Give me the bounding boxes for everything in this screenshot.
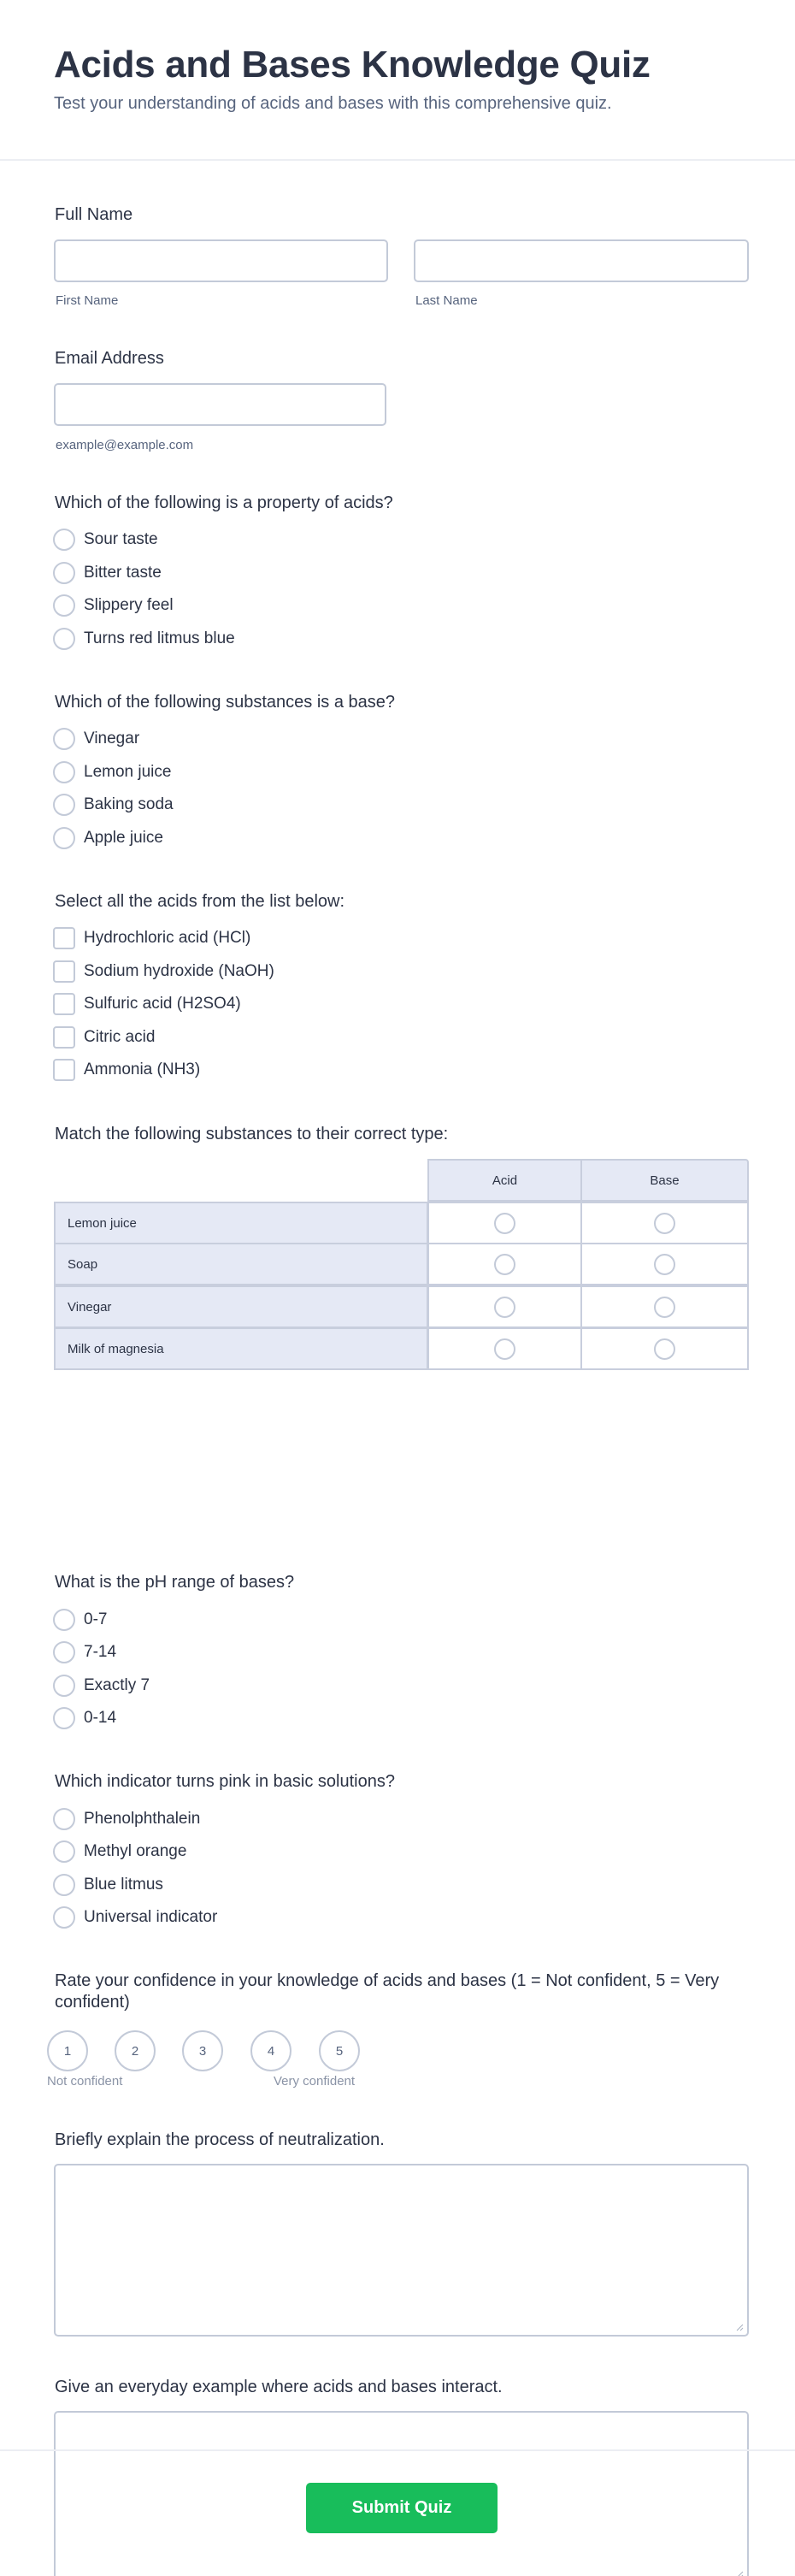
option-label: Citric acid [84, 1028, 156, 1046]
radio-button[interactable] [53, 794, 75, 816]
form-title: Acids and Bases Knowledge Quiz [54, 44, 651, 86]
option-label: Baking soda [84, 795, 174, 813]
radio-button[interactable] [53, 1609, 75, 1631]
radio-button[interactable] [654, 1297, 675, 1318]
option-label: Exactly 7 [84, 1676, 150, 1694]
rating-option-2[interactable]: 2 [115, 2030, 156, 2071]
radio-button[interactable] [494, 1297, 515, 1318]
radio-button[interactable] [53, 1840, 75, 1863]
matrix-cell[interactable] [580, 1202, 749, 1244]
q3-label: Select all the acids from the list below: [55, 892, 345, 911]
resize-grip-icon[interactable] [735, 2323, 744, 2331]
option-label: Vinegar [84, 730, 140, 747]
email-input[interactable] [54, 383, 386, 426]
radio-button[interactable] [53, 594, 75, 617]
option-label: Universal indicator [84, 1908, 218, 1926]
q6-option[interactable] [53, 1806, 200, 1832]
q5-option[interactable] [53, 1607, 107, 1633]
footer-divider [0, 2449, 795, 2451]
option-label: Lemon juice [84, 763, 172, 781]
q1-label: Which of the following is a property of acids? [55, 493, 393, 512]
matrix-row-label: Vinegar [54, 1285, 428, 1328]
matrix-cell[interactable] [427, 1243, 582, 1285]
radio-button[interactable] [53, 827, 75, 849]
q6-option[interactable] [53, 1839, 186, 1864]
last-name-sublabel: Last Name [415, 293, 478, 308]
q3-option[interactable] [53, 959, 274, 984]
matrix-column-header: Base [580, 1159, 749, 1202]
matrix-label: Match the following substances to their correct type: [55, 1125, 449, 1143]
option-label: Hydrochloric acid (HCl) [84, 929, 251, 947]
q5-option[interactable] [53, 1673, 150, 1699]
full-name-label: Full Name [55, 205, 133, 224]
matrix-row-label: Milk of magnesia [54, 1327, 428, 1370]
option-label: Sour taste [84, 530, 158, 548]
radio-button[interactable] [654, 1254, 675, 1275]
radio-button[interactable] [53, 1641, 75, 1663]
option-label: Slippery feel [84, 596, 174, 614]
q2-option[interactable] [53, 726, 139, 752]
q9-label: Give an everyday example where acids and bases interact. [55, 2378, 503, 2396]
rating-option-5[interactable]: 5 [319, 2030, 360, 2071]
radio-button[interactable] [494, 1338, 515, 1360]
option-label: Methyl orange [84, 1842, 187, 1860]
q6-label: Which indicator turns pink in basic solutions? [55, 1772, 395, 1791]
form-subtitle: Test your understanding of acids and bases with this comprehensive quiz. [54, 94, 612, 114]
email-label: Email Address [55, 349, 164, 368]
radio-button[interactable] [53, 628, 75, 650]
q2-option[interactable] [53, 825, 163, 851]
q1-option[interactable] [53, 593, 174, 618]
first-name-sublabel: First Name [56, 293, 119, 308]
submit-button[interactable]: Submit Quiz [306, 2483, 498, 2533]
matrix-cell[interactable] [427, 1285, 582, 1328]
q3-option[interactable] [53, 1025, 155, 1050]
q5-option[interactable] [53, 1705, 116, 1731]
last-name-input[interactable] [414, 239, 749, 282]
checkbox[interactable] [53, 1026, 75, 1049]
matrix-cell[interactable] [427, 1202, 582, 1244]
matrix-cell[interactable] [580, 1243, 749, 1285]
q3-option[interactable] [53, 991, 241, 1017]
rating-low-label: Not confident [47, 2074, 123, 2089]
q5-label: What is the pH range of bases? [55, 1573, 295, 1592]
option-label: Apple juice [84, 829, 163, 847]
checkbox[interactable] [53, 993, 75, 1015]
option-label: 0-14 [84, 1709, 117, 1727]
q1-option[interactable] [53, 626, 235, 652]
matrix-row-label: Lemon juice [54, 1202, 428, 1244]
radio-button[interactable] [53, 1675, 75, 1697]
q2-label: Which of the following substances is a base? [55, 693, 395, 712]
option-label: Turns red litmus blue [84, 629, 235, 647]
checkbox[interactable] [53, 927, 75, 949]
radio-button[interactable] [53, 1906, 75, 1929]
radio-button[interactable] [654, 1338, 675, 1360]
matrix-row-label: Soap [54, 1243, 428, 1285]
q1-option[interactable] [53, 527, 158, 552]
rating-option-3[interactable]: 3 [182, 2030, 223, 2071]
email-sublabel: example@example.com [56, 438, 194, 452]
rating-option-1[interactable]: 1 [47, 2030, 88, 2071]
option-label: Ammonia (NH3) [84, 1061, 201, 1078]
matrix-column-header: Acid [427, 1159, 582, 1202]
radio-button[interactable] [53, 728, 75, 750]
matrix-cell[interactable] [580, 1327, 749, 1370]
neutralization-textarea[interactable] [54, 2164, 749, 2337]
q2-option[interactable] [53, 792, 174, 818]
q3-option[interactable] [53, 1057, 200, 1083]
radio-button[interactable] [494, 1254, 515, 1275]
checkbox[interactable] [53, 1059, 75, 1081]
radio-button[interactable] [654, 1213, 675, 1234]
q1-option[interactable] [53, 560, 162, 586]
q6-option[interactable] [53, 1905, 217, 1930]
radio-button[interactable] [53, 761, 75, 783]
rating-option-4[interactable]: 4 [250, 2030, 292, 2071]
radio-button[interactable] [53, 529, 75, 551]
matrix-cell[interactable] [427, 1327, 582, 1370]
option-label: Blue litmus [84, 1876, 163, 1894]
resize-grip-icon[interactable] [735, 2570, 744, 2576]
radio-button[interactable] [53, 1808, 75, 1830]
rating-label: Rate your confidence in your knowledge of acids and bases (1 = Not confident, 5 = Very confident) [55, 1971, 720, 2012]
checkbox[interactable] [53, 960, 75, 983]
option-label: 0-7 [84, 1610, 108, 1628]
option-label: Sodium hydroxide (NaOH) [84, 962, 274, 980]
radio-button[interactable] [53, 1707, 75, 1729]
q8-label: Briefly explain the process of neutralization. [55, 2130, 385, 2149]
q3-option[interactable] [53, 925, 250, 951]
matrix-cell[interactable] [580, 1285, 749, 1328]
option-label: 7-14 [84, 1643, 117, 1661]
q5-option[interactable] [53, 1640, 116, 1665]
option-label: Phenolphthalein [84, 1810, 201, 1828]
radio-button[interactable] [53, 1874, 75, 1896]
q2-option[interactable] [53, 759, 171, 785]
radio-button[interactable] [53, 562, 75, 584]
rating-high-label: Very confident [274, 2074, 356, 2089]
radio-button[interactable] [494, 1213, 515, 1234]
q6-option[interactable] [53, 1872, 163, 1898]
first-name-input[interactable] [54, 239, 388, 282]
form-header [0, 0, 795, 161]
option-label: Sulfuric acid (H2SO4) [84, 995, 241, 1013]
option-label: Bitter taste [84, 564, 162, 582]
